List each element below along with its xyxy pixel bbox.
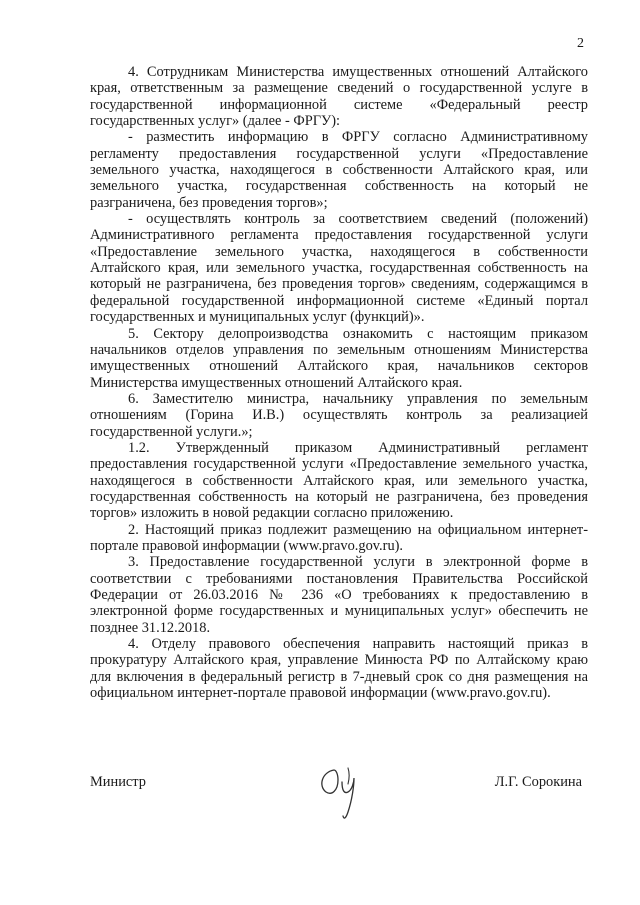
handwritten-signature-icon <box>312 760 372 826</box>
paragraph-item-4-legal-department: 4. Отделу правового обеспечения направить настоящий приказ в прокуратуру Алтайского края, управление Минюста РФ по Алтайскому краю для включения в федеральный регистр в 7-дневый срок со дня размещения на официальном интернет-портале правовой информации (www.pravo.gov.ru). <box>90 636 588 702</box>
paragraph-item-1-2-regulation: 1.2. Утвержденный приказом Административный регламент предоставления государственной услуги «Предоставление земельного участка, находящегося в собственности Алтайского края, или земельного участка, государственная собственность на который не разграничена, без проведения торгов» изложить в новой редакции согласно приложению. <box>90 439 588 522</box>
paragraph-place-info-frgu: - разместить информацию в ФРГУ согласно Административному регламенту предоставления государственной услуги «Предоставление земельного участка, находящегося в собственности Алтайского края, или земельного участка, государственная собственность на который не разграничена, без проведения торгов»; <box>90 129 588 211</box>
signature-block <box>90 760 588 830</box>
page-number: 2 <box>577 36 584 51</box>
signatory-name: Л.Г. Сорокина <box>494 774 582 790</box>
document-body <box>90 64 588 701</box>
paragraph-control-compliance: - осуществлять контроль за соответствием сведений (положений) Административного регламента предоставления государственной услуги «Предоставление земельного участка, находящегося в собственности Алтайского края, или земельного участка, государственная собственность на который не разграничена, без проведения торгов» сведениям, содержащимся в федеральной государственной информационной системе «Единый портал государственных и муниципальных услуг (функций)». <box>90 211 588 326</box>
signatory-position: Министр <box>90 774 146 790</box>
paragraph-item-5-records-sector: 5. Сектору делопроизводства ознакомить с настоящим приказом начальников отделов управления по земельным отношениям Министерства имущественных отношений Алтайского края, начальников секторов Министерства имущественных отношений Алтайского края. <box>90 325 588 391</box>
paragraph-item-3-electronic-form: 3. Предоставление государственной услуги в электронной форме в соответствии с требованиями постановления Правительства Российской Федерации от 26.03.2016 № 236 «О требованиях к предоставлению в электронной форме государственных и муниципальных услуг» обеспечить не позднее 31.12.2018. <box>90 554 588 636</box>
paragraph-item-6-deputy-minister: 6. Заместителю министра, начальнику управления по земельным отношениям (Горина И.В.) осуществлять контроль за реализацией государственной услуги.»; <box>90 390 588 440</box>
paragraph-item-4-employees: 4. Сотрудникам Министерства имущественных отношений Алтайского края, ответственным за размещение сведений о государственной услуге в государственной информационной системе «Федеральный реестр государственных услуг» (далее - ФРГУ): <box>90 64 588 130</box>
paragraph-item-2-publication: 2. Настоящий приказ подлежит размещению на официальном интернет-портале правовой информации (www.pravo.gov.ru). <box>90 521 588 554</box>
